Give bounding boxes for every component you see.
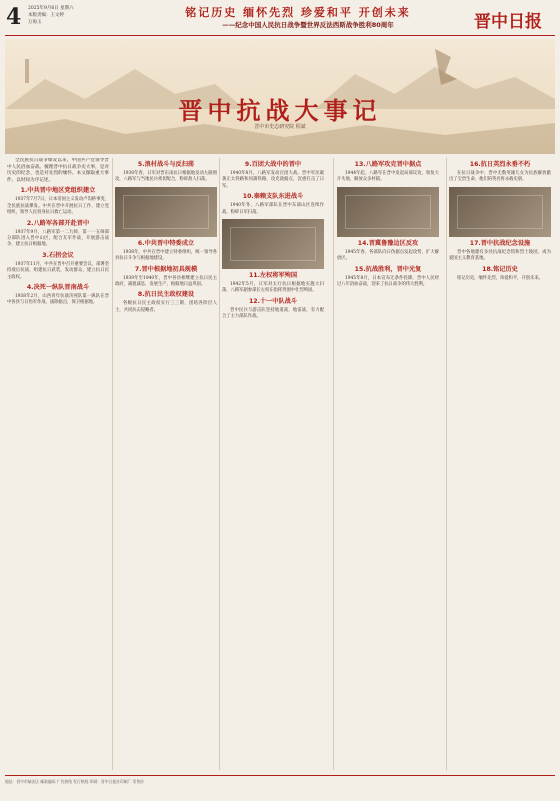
subtitle: ——纪念中国人民抗日战争暨世界反法西斯战争胜利80周年 bbox=[222, 21, 394, 29]
section-body: 1938年，中共在晋中建立特委组织，统一领导各县抗日斗争与根据地建设。 bbox=[115, 249, 217, 262]
footer: 地址：晋中市榆次区 邮政编码 广告热线 发行热线 印刷：晋中日报社印刷厂 零售价 bbox=[5, 775, 555, 797]
section-body: 1937年7月7日，日本帝国主义发动卢沟桥事变，全民族抗战爆发。中共在晋中开展抗日工作，建立党组织，领导人民投身抗日救亡运动。 bbox=[7, 197, 109, 216]
section-heading: 11.左权将军殉国 bbox=[248, 272, 298, 280]
column-divider bbox=[219, 158, 220, 770]
section-body: 1944年起，八路军在晋中发起局部反攻，收复大片失地，解放众多村镇。 bbox=[337, 171, 439, 183]
section-heading: 7.晋中根据地初具规模 bbox=[134, 265, 198, 273]
hero-byline: 晋中市史志研究院 程斌 bbox=[254, 124, 306, 130]
section-heading: 6.中共晋中特委成立 bbox=[137, 239, 195, 247]
section-heading: 1.中共晋中地区党组织建立 bbox=[20, 187, 96, 195]
hero-title: 晋中抗战大事记 bbox=[178, 96, 382, 125]
article-column-4 bbox=[337, 158, 439, 770]
section-heading: 10.秦赖支队东进战斗 bbox=[242, 193, 304, 201]
section-heading: 8.抗日民主政权建设 bbox=[137, 291, 195, 299]
issue-date: 2025年9月6日 星期六 bbox=[28, 6, 74, 11]
section-body: 1939年至1940年，晋中各县相继建立抗日民主政府，减租减息，发展生产，根据地日益巩固。 bbox=[115, 275, 217, 288]
article-column-1 bbox=[7, 158, 109, 770]
hero-banner bbox=[5, 39, 555, 154]
section-body: 1937年9月，八路军第一二九师、第一一五师部分部队进入晋中山区，配合友军作战，开展游击战争，建立抗日根据地。 bbox=[7, 229, 109, 248]
slogan: 铭记历史 缅怀先烈 珍爱和平 开创未来 bbox=[185, 6, 411, 19]
section-heading: 18.铭记历史 bbox=[482, 265, 518, 273]
section-heading: 17.晋中抗战纪念设施 bbox=[469, 239, 531, 247]
section-body: 晋中民兵与游击队坚持地道战、地雷战，有力配合了主力部队作战。 bbox=[222, 307, 324, 320]
section-body: 1940年8月，八路军发动百团大战。晋中军民破袭正太铁路和同蒲铁路，攻克敌据点，沉重打击了日军。 bbox=[222, 171, 324, 189]
section-body: 1937年11月，中共在晋中召开重要会议，部署坚持敌后抗战，组建抗日武装，发动群众，建立抗日民主政权。 bbox=[7, 261, 109, 280]
historical-photo bbox=[222, 219, 324, 269]
section-heading: 5.浪村战斗与反扫荡 bbox=[137, 161, 195, 168]
historical-photo bbox=[115, 187, 217, 237]
column-divider bbox=[112, 158, 113, 770]
section-heading: 14.晋冀鲁豫边区反攻 bbox=[357, 239, 419, 247]
section-heading: 3.石拐会议 bbox=[42, 251, 74, 259]
section-heading: 12.十一中队战斗 bbox=[248, 297, 298, 305]
column-divider bbox=[446, 158, 447, 770]
intro-paragraph: 全民族抗日战争爆发以来，中国共产党领导晋中人民浴血奋战。梳理晋中抗日战争史大事，是对历史的纪念，也是对先烈的缅怀。本文撷取重大事件，以时间为序记述。 bbox=[7, 158, 109, 183]
section-heading: 4.决死一纵队晋南战斗 bbox=[26, 284, 90, 292]
section-body: 1945年春，各部队向日伪据点发起攻势，扩大解放区。 bbox=[337, 249, 439, 262]
editor: 本版责编：王文婷 bbox=[28, 13, 64, 18]
page-number: 4 bbox=[6, 4, 22, 30]
section-body: 晋中各地建有多处抗战纪念馆和烈士陵园，成为爱国主义教育基地。 bbox=[449, 249, 551, 262]
designer: 万海玉 bbox=[28, 20, 42, 25]
section-heading: 13.八路军攻克晋中据点 bbox=[354, 161, 422, 168]
section-body: 1945年8月，日本宣布无条件投降，晋中人民经过八年浴血奋战，迎来了抗日战争的伟大胜利。 bbox=[337, 275, 439, 288]
section-body: 铭记历史，缅怀先烈，珍爱和平，开创未来。 bbox=[457, 275, 543, 281]
masthead-rule bbox=[5, 35, 555, 36]
section-body: 1938年2月，山西青年抗敌决死队第一纵队在晋中各县与日伪军作战，拔除据点，保卫根据地。 bbox=[7, 294, 109, 306]
article-column-5 bbox=[449, 158, 551, 770]
newspaper-logo: 晋中日报 bbox=[474, 12, 542, 32]
section-body: 在抗日战争中，晋中无数英雄儿女为民族解放献出了宝贵生命，他们的英名将永载史册。 bbox=[449, 171, 551, 183]
section-heading: 16.抗日英烈永垂不朽 bbox=[469, 161, 531, 168]
section-body: 1942年5月，日军对太行抗日根据地实施大扫荡，八路军副参谋长左权在指挥突围中壮烈殉国。 bbox=[222, 282, 324, 294]
section-heading: 2.八路军各部开赴晋中 bbox=[26, 219, 90, 227]
article-column-3 bbox=[222, 158, 324, 770]
section-heading: 15.抗战胜利，晋中光复 bbox=[354, 265, 422, 273]
article-column-2 bbox=[115, 158, 217, 770]
historical-photo bbox=[337, 187, 439, 237]
section-body: 各级抗日民主政权实行三三制，团结各阶层人士，共同抗击侵略者。 bbox=[115, 301, 217, 313]
section-body: 1938年春，日军对晋东南抗日根据地发动九路围攻，八路军与当地民兵密切配合，粉碎敌人扫荡。 bbox=[115, 171, 217, 183]
masthead bbox=[0, 0, 560, 38]
section-heading: 9.百团大战中的晋中 bbox=[244, 161, 302, 168]
historical-photo bbox=[449, 187, 551, 237]
column-divider bbox=[333, 158, 334, 770]
section-body: 1940年冬，八路军部队在晋中东部山区连续作战，粉碎日军扫荡。 bbox=[222, 203, 324, 215]
